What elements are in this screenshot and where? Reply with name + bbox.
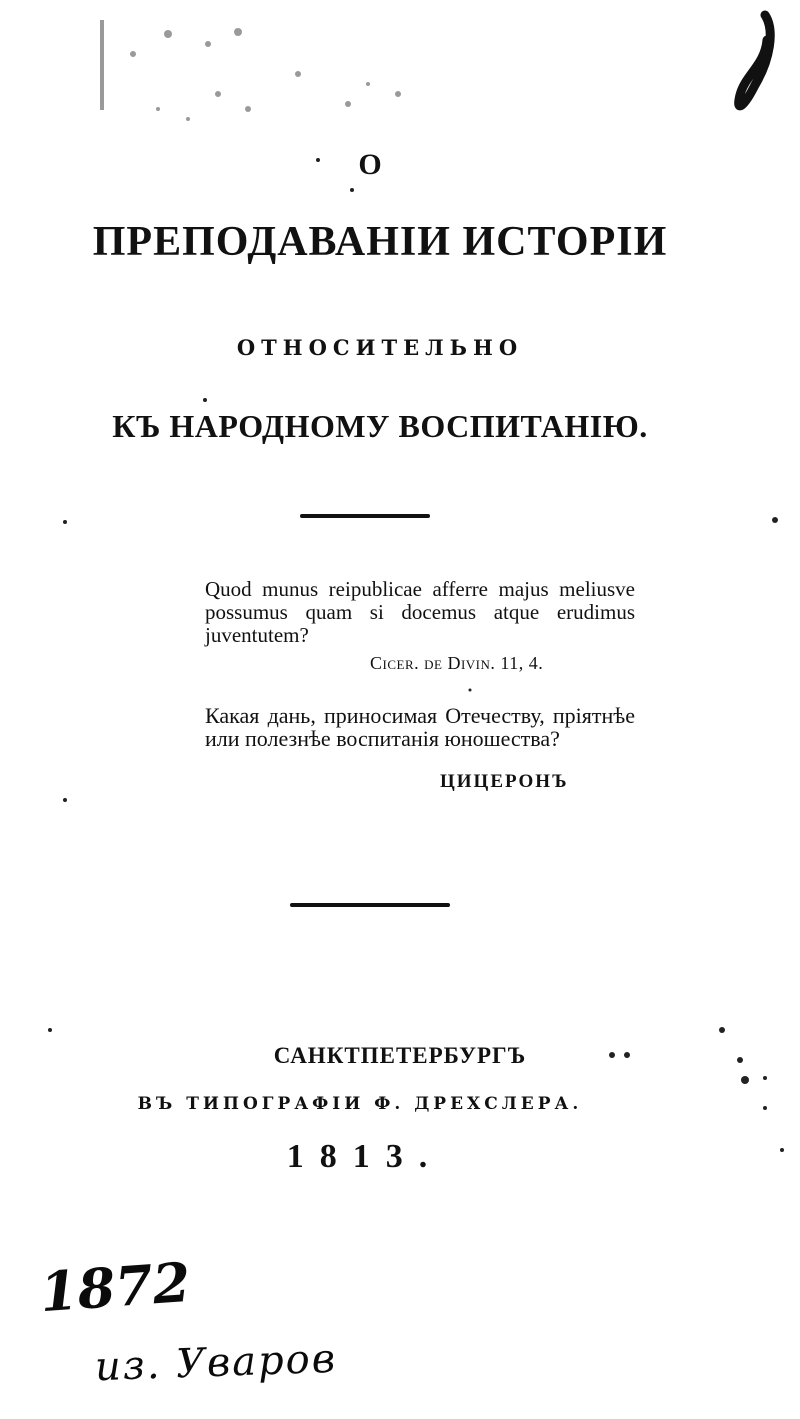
epigraph-latin: Quod munus reipublicae afferre majus meliusve possumus quam si docemus atque erudimus juventutem? bbox=[205, 577, 635, 647]
title-preposition: О bbox=[358, 148, 382, 181]
handwritten-library-note: из. Уваров bbox=[94, 1335, 338, 1391]
page-title: ПРЕПОДАВАНІИ ИСТОРІИ bbox=[92, 219, 668, 265]
epigraph-russian-citation: ЦИЦЕРОНЪ bbox=[440, 771, 569, 792]
imprint-press: ВЪ ТИПОГРАФІИ Ф. ДРЕХСЛЕРА. bbox=[137, 1094, 583, 1114]
epigraph-latin-citation: Cicer. de Divin. 11, 4. bbox=[370, 653, 544, 673]
title-relation: ОТНОСИТЕЛЬНО bbox=[236, 335, 524, 360]
epigraph-russian: Какая дань, приносимая Отечеству, пріятнѣе или полезнѣе воспитанія юношества? bbox=[205, 703, 635, 751]
shelfmark-handwriting bbox=[725, 10, 785, 120]
handwritten-year: 1872 bbox=[37, 1249, 193, 1325]
title-subject: КЪ НАРОДНОМУ ВОСПИТАНІЮ. bbox=[112, 408, 648, 444]
imprint-year: 1813. bbox=[286, 1138, 444, 1175]
divider-rule-top bbox=[300, 514, 430, 518]
divider-rule-bottom bbox=[290, 903, 450, 907]
imprint-city: САНКТПЕТЕРБУРГЪ bbox=[273, 1043, 527, 1068]
faded-stamp-marks bbox=[98, 14, 418, 134]
